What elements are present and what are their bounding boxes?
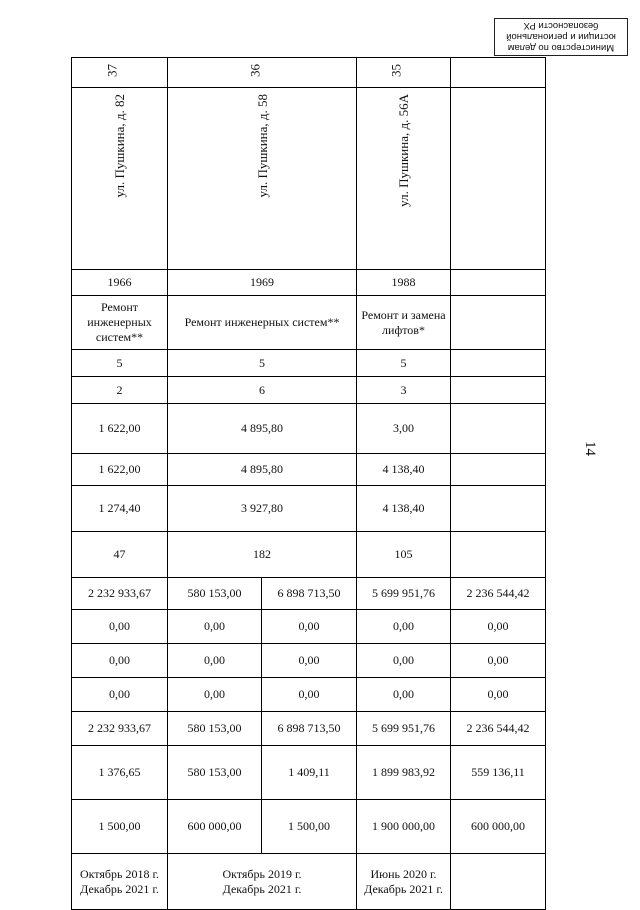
cell-area: 3 927,80 — [168, 486, 357, 532]
cell-col36-address: ул. Пушкина, д. 58 — [168, 88, 357, 270]
cell-area: 1 622,00 — [72, 454, 168, 486]
cell-col35-number: 35 — [357, 58, 451, 88]
cell-zero: 0,00 — [168, 644, 262, 678]
cell-cost: 5 699 951,76 — [357, 712, 451, 746]
cell-cost: 6 898 713,50 — [262, 578, 357, 610]
cell-cost: 2 236 544,42 — [451, 712, 546, 746]
row-residents — [72, 532, 546, 578]
cell-floors: 5 — [72, 350, 168, 377]
cell-zero: 0,00 — [262, 610, 357, 644]
cell-empty — [451, 404, 546, 454]
row-work — [72, 296, 546, 350]
date-end: Декабрь 2021 г. — [364, 881, 443, 896]
cell-empty — [451, 532, 546, 578]
cell-area: 4 895,80 — [168, 404, 357, 454]
cell-area: 1 274,40 — [72, 486, 168, 532]
row-address — [72, 88, 546, 270]
cell-work: Ремонт инженерных систем** — [168, 296, 357, 350]
cell-year: 1966 — [72, 270, 168, 296]
row-year — [72, 270, 546, 296]
cell-empty — [451, 58, 546, 88]
cell-empty — [451, 486, 546, 532]
cell-empty — [451, 350, 546, 377]
cell-zero: 0,00 — [451, 678, 546, 712]
cell-cost: 559 136,11 — [451, 746, 546, 800]
date-start: Июнь 2020 г. — [370, 866, 437, 881]
cell-cost: 2 232 933,67 — [72, 712, 168, 746]
cell-zero: 0,00 — [357, 678, 451, 712]
cell-zero: 0,00 — [168, 678, 262, 712]
row-zero-3 — [72, 678, 546, 712]
cell-empty — [451, 296, 546, 350]
stamp-line-2: юстиции и региональной — [506, 31, 616, 42]
cell-col35-address: ул. Пушкина, д. 56А — [357, 88, 451, 270]
cell-work: Ремонт и замена лифтов* — [357, 296, 451, 350]
cell-cost: 1 376,65 — [72, 746, 168, 800]
cell-residents: 47 — [72, 532, 168, 578]
cell-entrances: 3 — [357, 377, 451, 404]
date-end: Декабрь 2021 г. — [222, 881, 302, 896]
cell-empty — [451, 88, 546, 270]
cell-empty — [451, 854, 546, 910]
cell-zero: 0,00 — [168, 610, 262, 644]
cell-cost: 580 153,00 — [168, 578, 262, 610]
cell-cost: 1 409,11 — [262, 746, 357, 800]
row-dates — [72, 854, 546, 910]
cell-year: 1969 — [168, 270, 357, 296]
cell-cost: 5 699 951,76 — [357, 578, 451, 610]
cell-zero: 0,00 — [262, 678, 357, 712]
cell-cost: 1 900 000,00 — [357, 800, 451, 854]
cell-zero: 0,00 — [451, 610, 546, 644]
date-start: Октябрь 2018 г. — [79, 866, 160, 881]
date-end: Декабрь 2021 г. — [80, 881, 159, 896]
row-limit-cost — [72, 800, 546, 854]
cell-empty — [451, 377, 546, 404]
cell-empty — [451, 270, 546, 296]
cell-dates — [357, 854, 451, 910]
cell-cost: 580 153,00 — [168, 746, 262, 800]
row-area-b — [72, 454, 546, 486]
date-start: Октябрь 2019 г. — [222, 866, 302, 881]
row-cost-total — [72, 578, 546, 610]
row-number — [72, 58, 546, 88]
row-area-total — [72, 404, 546, 454]
page-number: 14 — [582, 441, 598, 456]
cell-col36-number: 36 — [168, 58, 357, 88]
cell-residents: 182 — [168, 532, 357, 578]
cell-empty — [451, 454, 546, 486]
cell-zero: 0,00 — [72, 610, 168, 644]
row-entrances — [72, 377, 546, 404]
stamp-line-3: безопасности РХ — [523, 20, 599, 31]
cell-area: 4 138,40 — [357, 486, 451, 532]
cell-zero: 0,00 — [262, 644, 357, 678]
row-zero-1 — [72, 610, 546, 644]
row-floors — [72, 350, 546, 377]
row-area-c — [72, 486, 546, 532]
cell-cost: 580 153,00 — [168, 712, 262, 746]
cell-cost: 1 500,00 — [262, 800, 357, 854]
cell-col37-address: ул. Пушкина, д. 82 — [72, 88, 168, 270]
cell-entrances: 6 — [168, 377, 357, 404]
cell-dates — [72, 854, 168, 910]
cell-zero: 0,00 — [357, 644, 451, 678]
cell-zero: 0,00 — [357, 610, 451, 644]
cell-zero: 0,00 — [451, 644, 546, 678]
ministry-stamp — [494, 18, 628, 56]
cell-cost: 600 000,00 — [168, 800, 262, 854]
cell-cost: 2 232 933,67 — [72, 578, 168, 610]
cell-year: 1988 — [357, 270, 451, 296]
cell-cost: 6 898 713,50 — [262, 712, 357, 746]
cell-area: 4 895,80 — [168, 454, 357, 486]
cell-zero: 0,00 — [72, 678, 168, 712]
stamp-line-1: Министерство по делам — [507, 42, 615, 53]
cell-cost: 600 000,00 — [451, 800, 546, 854]
cell-entrances: 2 — [72, 377, 168, 404]
cell-floors: 5 — [357, 350, 451, 377]
housing-repair-table — [71, 57, 546, 910]
cell-area: 3,00 — [357, 404, 451, 454]
cell-work: Ремонт инженерных систем** — [72, 296, 168, 350]
cell-residents: 105 — [357, 532, 451, 578]
cell-area: 4 138,40 — [357, 454, 451, 486]
cell-dates — [168, 854, 357, 910]
row-unit-cost — [72, 746, 546, 800]
cell-col37-number: 37 — [72, 58, 168, 88]
cell-cost: 1 500,00 — [72, 800, 168, 854]
row-cost-fund — [72, 712, 546, 746]
row-zero-2 — [72, 644, 546, 678]
cell-zero: 0,00 — [72, 644, 168, 678]
cell-cost: 2 236 544,42 — [451, 578, 546, 610]
cell-floors: 5 — [168, 350, 357, 377]
cell-area: 1 622,00 — [72, 404, 168, 454]
cell-cost: 1 899 983,92 — [357, 746, 451, 800]
